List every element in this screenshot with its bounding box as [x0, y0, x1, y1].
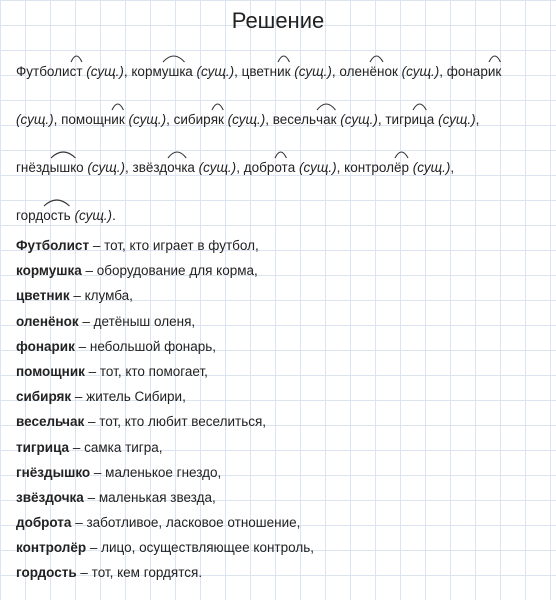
definition-text: – тот, кем гордятся.: [76, 565, 203, 581]
definition-item: [16, 362, 314, 387]
definition-item: [16, 513, 314, 538]
definition-word: Футболист: [16, 238, 90, 253]
suffix-arc: [111, 103, 124, 111]
pos-label: (сущ.): [401, 64, 440, 79]
suffix-arc: [274, 151, 287, 159]
definition-word: весельчак: [16, 414, 85, 430]
pos-label: (сущ.): [128, 112, 167, 127]
definition-item: [16, 412, 314, 437]
definition-text: – оборудование для корма,: [81, 263, 258, 279]
solution-line: Футболист (сущ.), кормушк а (сущ.), цветник (сущ.), оленён ок (сущ.), фонарик: [16, 64, 501, 79]
solution-word: весельчак: [273, 112, 337, 127]
definition-text: – лицо, осуществляющее контроль,: [86, 540, 314, 556]
definition-text: – маленькая звезда,: [83, 489, 216, 505]
definition-item: [16, 261, 314, 286]
definition-word: тигрица: [16, 439, 70, 455]
suffix-arc: [50, 151, 76, 159]
definition-item: [16, 387, 314, 412]
definition-item: [16, 337, 314, 362]
suffix-arc: [167, 151, 187, 159]
definition-text: – клумба,: [69, 288, 133, 304]
definition-text: – детёныш оленя,: [78, 313, 196, 329]
suffix-arc: [488, 55, 501, 63]
definition-text: – тот, кто помогает,: [84, 363, 208, 379]
pos-label: (сущ.): [438, 112, 476, 127]
definition-word: фонарик: [16, 338, 75, 354]
solution-word: контролёр: [344, 160, 409, 175]
solution-word: тигриц а: [385, 112, 434, 127]
pos-label: (сущ.): [87, 160, 125, 175]
definition-item: [16, 236, 314, 261]
pos-label: (сущ.): [86, 64, 124, 79]
solution-word: оленён ок: [339, 64, 397, 79]
definition-item: [16, 563, 314, 588]
solution-line: (сущ.), помощник (сущ.), сибиряк (сущ.), весельчак (сущ.), тигриц а (сущ.),: [16, 112, 479, 127]
definition-text: – небольшой фонарь,: [74, 338, 217, 354]
suffix-arc: [369, 55, 384, 63]
definition-word: кормушка: [16, 263, 82, 279]
definition-text: – заботливое, ласковое отношение,: [71, 515, 301, 531]
pos-label: (сущ.): [227, 112, 266, 127]
suffix-arc: [316, 103, 336, 111]
solution-word: звёздочк а: [133, 160, 195, 175]
definition-word: контролёр: [16, 540, 87, 556]
pos-label: (сущ.): [198, 160, 237, 175]
definition-word: помощник: [16, 363, 85, 379]
pos-label: (сущ.): [340, 112, 378, 127]
definition-text: – тот, кто играет в футбол,: [89, 238, 259, 253]
solution-word: гнёздышк о: [16, 160, 84, 175]
pos-label: (сущ.): [294, 64, 332, 79]
definition-word: цветник: [16, 288, 70, 304]
suffix-arc: [277, 55, 290, 63]
suffix-arc: [412, 103, 427, 111]
definitions-list: [16, 236, 314, 589]
definition-item: [16, 286, 314, 311]
suffix-arc: [43, 199, 70, 207]
solution-line: гнёздышк о (сущ.), звёздочк а (сущ.), доброт а (сущ.), контролёр (сущ.),: [16, 160, 454, 175]
solution-word: гордость: [16, 208, 71, 223]
solution-word: Футболист: [16, 64, 83, 79]
suffix-arc: [211, 103, 224, 111]
definition-item: [16, 538, 314, 563]
solution-word: доброт а: [244, 160, 296, 175]
solution-word: сибиряк: [174, 112, 224, 127]
solution-word: кормушк а: [131, 64, 192, 79]
definition-item: [16, 463, 314, 488]
definition-word: доброта: [16, 515, 72, 531]
definition-text: – самка тигра,: [69, 439, 163, 455]
pos-label: (сущ.): [299, 160, 337, 175]
definition-text: – маленькое гнездо,: [90, 464, 222, 480]
pos-label: (сущ.): [196, 64, 235, 79]
suffix-arc: [162, 55, 186, 63]
pos-label: (сущ.): [412, 160, 451, 175]
definition-item: [16, 312, 314, 337]
definition-item: [16, 488, 314, 513]
pos-label: (сущ.): [74, 208, 113, 223]
definition-item: [16, 438, 314, 463]
definition-text: – тот, кто любит веселиться,: [84, 414, 267, 430]
definition-word: гнёздышко: [16, 464, 91, 480]
solution-word: фонарик: [447, 64, 502, 79]
definition-word: сибиряк: [16, 389, 72, 405]
definition-word: звёздочка: [16, 489, 84, 505]
definition-text: – житель Сибири,: [71, 389, 186, 405]
pos-label: (сущ.): [16, 112, 54, 127]
suffix-arc: [394, 151, 409, 159]
solution-line: гордость (сущ.).: [16, 208, 116, 223]
solution-word: помощник: [61, 112, 125, 127]
solution-word: цветник: [242, 64, 291, 79]
definition-word: оленёнок: [16, 313, 79, 329]
suffix-arc: [70, 55, 83, 63]
page-title: Решение: [231, 8, 325, 33]
definition-word: гордость: [16, 565, 77, 581]
